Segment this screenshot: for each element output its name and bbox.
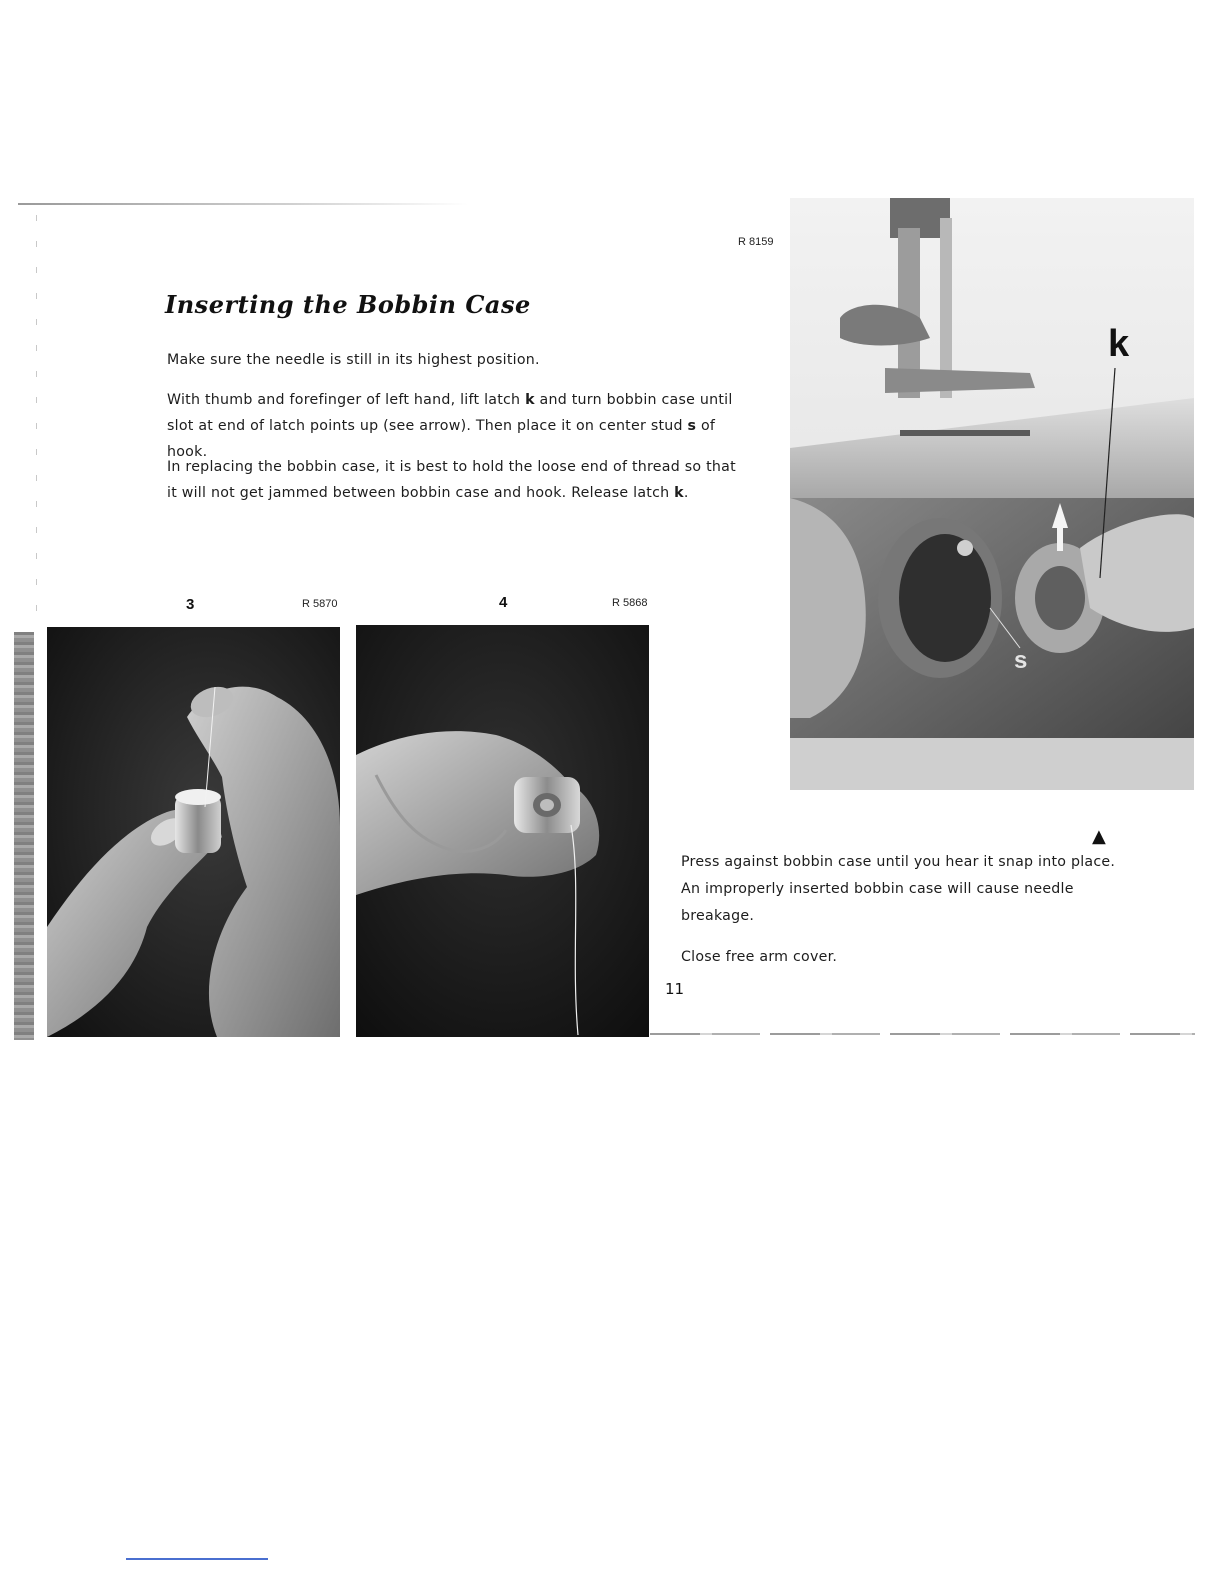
pointer-triangle-icon: ▲ [1092, 826, 1106, 847]
scan-edge-left [36, 215, 37, 615]
instruction-paragraph-4: Press against bobbin case until you hear it snap into place. An improperly inserted bobbin case will cause needle breakage. [681, 854, 1116, 924]
latch-label-k: k [1108, 323, 1130, 365]
scan-edge-top [18, 203, 468, 205]
photo-3-image [47, 627, 340, 1037]
stud-key: s [687, 418, 697, 434]
photo-hand-bobbin-case [356, 625, 649, 1037]
p2-text-b: and turn bobbin case until slot at end of latch points up (see arrow). Then place it on center stud [167, 392, 733, 434]
figure-4-ref: R 5868 [612, 597, 648, 609]
p2-text-c: of hook. [167, 418, 716, 460]
p3-text-a: In replacing the bobbin case, it is best to hold the loose end of thread so that it will not get jammed between bobbin case and hook. Release latch [167, 459, 736, 501]
scan-binding-strip [14, 632, 34, 1040]
scan-edge-bottom [650, 1033, 1195, 1035]
page-title: Inserting the Bobbin Case [165, 290, 531, 319]
figure-4-number: 4 [499, 594, 508, 611]
page-number: 11 [665, 980, 685, 998]
figure-3-number: 3 [186, 596, 195, 613]
latch-key: k [525, 392, 535, 408]
instruction-paragraph-5: Close free arm cover. [681, 949, 838, 965]
instruction-paragraph-1: Make sure the needle is still in its highest position. [167, 352, 540, 368]
latch-key: k [674, 485, 684, 501]
main-photo-ref: R 8159 [738, 236, 774, 248]
p2-text-a: With thumb and forefinger of left hand, lift latch [167, 392, 526, 408]
figure-3-ref: R 5870 [302, 598, 338, 610]
stud-label-s: s [1014, 647, 1028, 674]
main-photo-image [790, 198, 1194, 790]
photo-4-image [356, 625, 649, 1037]
scan-blue-line [126, 1558, 268, 1560]
photo-hands-bobbin-thread [47, 627, 340, 1037]
p3-text-c: . [683, 485, 689, 501]
photo-free-arm-hook [790, 198, 1194, 790]
instruction-paragraph-3 [167, 454, 747, 506]
